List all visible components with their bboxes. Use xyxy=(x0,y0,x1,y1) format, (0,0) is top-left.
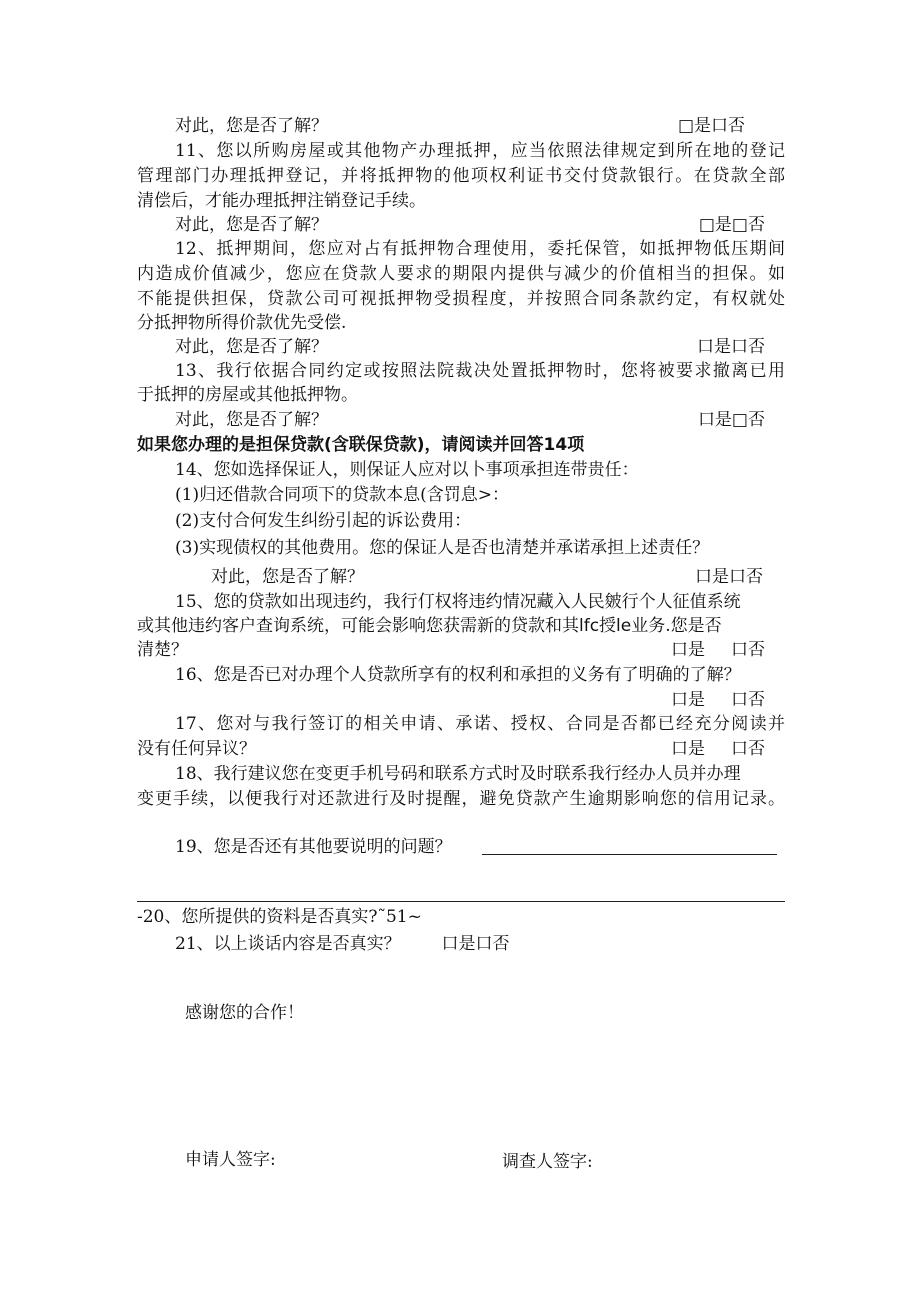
q11-confirm-line xyxy=(137,213,785,237)
closing-thanks: 感谢您的合作！ xyxy=(185,1003,304,1023)
q16-choice-line xyxy=(137,688,785,712)
q10-choice: □是口否 xyxy=(677,116,745,136)
q16-line-1: 16、您是否已对办理个人贷款所享有的权利和承担的义务有了明确的了解？ xyxy=(175,665,741,685)
q21-line xyxy=(137,932,785,956)
guarantee-loan-heading: 如果您办理的是担保贷款(含联保贷款)，请阅读并回答14项 xyxy=(137,435,585,455)
q15-choice-no: 口否 xyxy=(731,640,765,660)
q15-line-3-text: 清楚？ xyxy=(137,640,188,660)
q15-line-3 xyxy=(137,638,785,662)
q17-choice xyxy=(671,737,765,761)
q15-line-2 xyxy=(137,614,785,638)
q11-line-1: 11、您以所购房屋或其他物产办理抵押，应当依照法律规定到所在地的登记 xyxy=(175,141,785,161)
q18-line-2: 变更手续，以便我行对还款进行及时提醒，避免贷款产生逾期影响您的信用记录。 xyxy=(137,789,785,809)
q18-line-1 xyxy=(137,762,785,786)
q12-line-1: 12、抵押期间，您应对占有抵押物合理使用，委托保管，如抵押物低压期间 xyxy=(175,239,785,259)
q13-choice: 口是□否 xyxy=(697,410,765,430)
q18-line-1-part-b: 变更手机号码 xyxy=(315,764,418,784)
q21-choice: 口是口否 xyxy=(441,934,510,954)
q18-line-1-part-c: 和联系方式时及时联系我行经办人员并办理 xyxy=(417,764,741,784)
q12-confirm-line xyxy=(137,335,785,359)
q20-line-1: -20、您所提供的资料是否真实?˜51~ xyxy=(137,907,422,927)
q11-prompt: 对此，您是否了解？ xyxy=(175,215,328,235)
q15-choice xyxy=(671,638,765,662)
q13-confirm-line xyxy=(137,408,785,432)
q11-line-2: 管理部门办理抵押登记，并将抵押物的他项权利证书交付贷款银行。在贷款全部 xyxy=(137,166,785,186)
q17-line-1: 17、您对与我行签订的相关申请、承诺、授权、合同是否都已经充分阅读并 xyxy=(175,714,785,734)
q11-line-3: 清偿后，才能办理抵押注销登记手续。 xyxy=(137,191,426,211)
q14-choice: 口是口否 xyxy=(695,567,763,587)
q12-line-4: 分抵押物所得价款优先受偿. xyxy=(137,313,347,333)
q14-item-3: (3)实现债权的其他费用。您的保证人是否也清楚并承诺承担上述责任？ xyxy=(175,538,710,558)
q15-line-2-part-a: 或其他违约客户查询系统，可能会影 xyxy=(137,616,409,636)
q15-line-1-part-a: 15、您的贷款如出现违约，我行仃权将违 xyxy=(175,592,486,612)
q10-confirm-line xyxy=(137,114,785,138)
q14-line-1: 14、您如选择保证人，则保证人应对以卜事项承担连带贵任： xyxy=(175,460,639,480)
q14-item-2: (2)支付合何发生纠纷引起的诉讼费用： xyxy=(175,511,472,531)
q15-line-1-part-b: 约情况藏入人民皴行个人征值系 xyxy=(485,592,724,612)
q17-line-2 xyxy=(137,737,785,761)
applicant-signature-label: 申请人签字: xyxy=(185,1150,276,1170)
q15-line-1 xyxy=(137,590,785,614)
q14-confirm-line xyxy=(137,565,785,589)
q16-choice xyxy=(671,688,765,712)
q15-line-1-part-c: 统 xyxy=(723,592,741,612)
q18-line-1-part-a: 18、我行建议您在 xyxy=(175,764,316,784)
q19-answer-underline xyxy=(482,854,777,855)
q15-choice-yes: 口是 xyxy=(671,640,705,660)
q16-choice-no: 口否 xyxy=(731,690,765,710)
q17-line-2-text: 没有任何异议？ xyxy=(137,739,256,759)
q15-line-2-part-c: .您是否 xyxy=(665,616,722,636)
q19-line-1: 19、您是否还有其他要说明的问题？ xyxy=(175,837,452,857)
q15-line-2-part-b: 响您获需新的贷款和其lfc授le业务 xyxy=(409,616,666,636)
q13-line-1: 13、我行依据合同约定或按照法院裁决处置抵押物时，您将被要求撤离已用 xyxy=(175,361,785,381)
q13-line-2: 于抵押的房屋或其他抵押物。 xyxy=(137,385,358,405)
q14-item-1: (1)归还借款合同项下的贷款本息(含罚息>： xyxy=(175,485,509,505)
q17-choice-no: 口否 xyxy=(731,739,765,759)
q12-line-3: 不能提供担保，贷款公司可视抵押物受损程度，并按照合同条款约定，有权就处 xyxy=(137,289,785,309)
q12-prompt: 对此，您是否了解？ xyxy=(175,337,328,357)
q16-choice-yes: 口是 xyxy=(671,690,705,710)
section-divider xyxy=(137,901,785,902)
q11-choice: □是□否 xyxy=(698,215,765,235)
q21-prompt: 21、以上谈话内容是否真实？ xyxy=(175,934,401,954)
q17-choice-yes: 口是 xyxy=(671,739,705,759)
q14-prompt: 对此，您是否了解？ xyxy=(211,567,364,587)
q10-prompt: 对此，您是否了解？ xyxy=(175,116,328,136)
q12-line-2: 内造成价值减少，您应在贷款人要求的期限内提供与减少的价值相当的担保。如 xyxy=(137,264,785,284)
q13-prompt: 对此，您是否了解？ xyxy=(175,410,328,430)
investigator-signature-label: 调查人签字: xyxy=(502,1152,593,1172)
q12-choice: 口是口否 xyxy=(697,337,765,357)
